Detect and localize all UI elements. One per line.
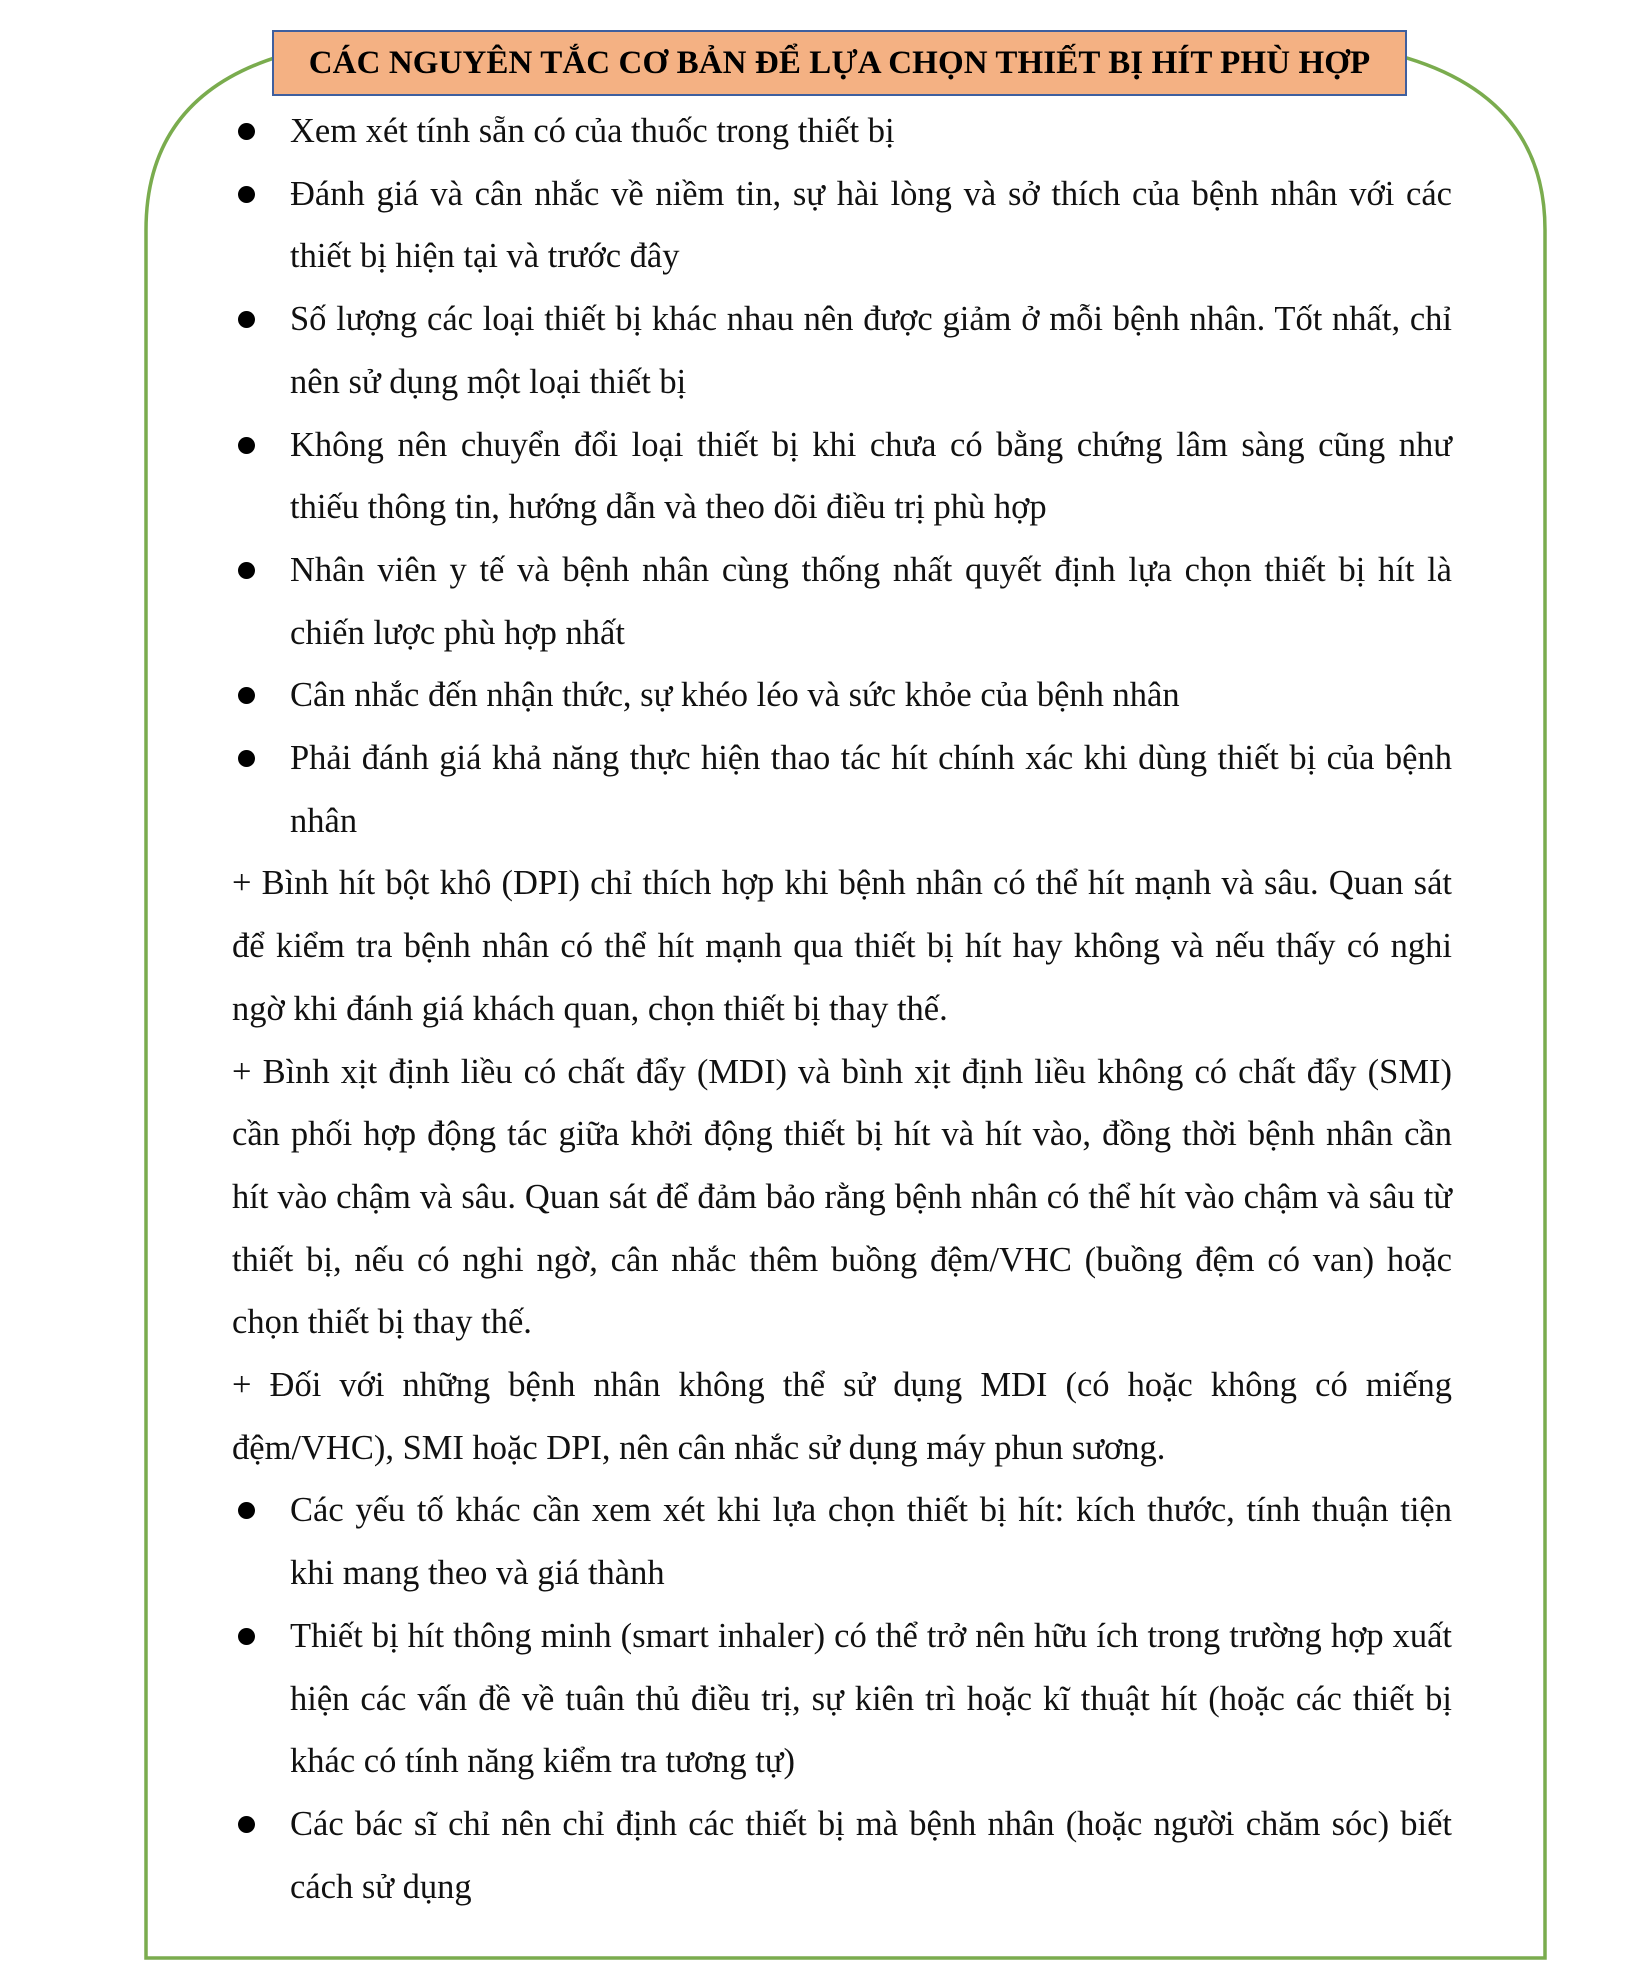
item-text: Các yếu tố khác cần xem xét khi lựa chọn thiết bị hít: kích thước, tính thuận tiện khi mang theo và giá thành <box>290 1491 1452 1593</box>
plus-note <box>232 852 1452 1040</box>
bullet-dot-icon <box>238 1502 255 1519</box>
bullet-dot-icon <box>238 186 255 203</box>
bullet-item <box>232 414 1452 539</box>
item-text: Đánh giá và cân nhắc về niềm tin, sự hài lòng và sở thích của bệnh nhân với các thiết bị hiện tại và trước đây <box>290 174 1452 276</box>
bullet-dot-icon <box>238 311 255 328</box>
bullet-item <box>232 664 1452 727</box>
bullet-dot-icon <box>238 123 255 140</box>
bullet-item <box>232 539 1452 664</box>
guideline-list <box>232 100 1452 1918</box>
bullet-dot-icon <box>238 562 255 579</box>
item-text: + Bình hít bột khô (DPI) chỉ thích hợp khi bệnh nhân có thể hít mạnh và sâu. Quan sát để kiểm tra bệnh nhân có thể hít mạnh qua thiết bị hít hay không và nếu thấy có nghi ngờ khi đánh giá khách quan, chọn thiết bị thay thế. <box>232 864 1452 1028</box>
bullet-dot-icon <box>238 750 255 767</box>
bullet-item <box>232 1605 1452 1793</box>
bullet-item <box>232 1793 1452 1918</box>
item-text: + Bình xịt định liều có chất đẩy (MDI) và bình xịt định liều không có chất đẩy (SMI) cần phối hợp động tác giữa khởi động thiết bị hít và hít vào, đồng thời bệnh nhân cần hít vào chậm và sâu. Quan sát để đảm bảo rằng bệnh nhân có thể hít vào chậm và sâu từ thiết bị, nếu có nghi ngờ, cân nhắc thêm buồng đệm/VHC (buồng đệm có van) hoặc chọn thiết bị thay thế. <box>232 1052 1452 1342</box>
item-text: + Đối với những bệnh nhân không thể sử dụng MDI (có hoặc không có miếng đệm/VHC), SMI hoặc DPI, nên cân nhắc sử dụng máy phun sương. <box>232 1366 1452 1467</box>
item-text: Phải đánh giá khả năng thực hiện thao tác hít chính xác khi dùng thiết bị của bệnh nhân <box>290 739 1452 840</box>
section-title <box>272 30 1407 96</box>
bullet-dot-icon <box>238 437 255 454</box>
item-text: Các bác sĩ chỉ nên chỉ định các thiết bị mà bệnh nhân (hoặc người chăm sóc) biết cách sử dụng <box>290 1804 1452 1906</box>
bullet-item <box>232 100 1452 163</box>
bullet-dot-icon <box>238 1628 255 1645</box>
bullet-dot-icon <box>238 1816 255 1833</box>
bullet-item <box>232 1479 1452 1604</box>
plus-note <box>232 1354 1452 1479</box>
item-text: Xem xét tính sẵn có của thuốc trong thiết bị <box>290 112 895 150</box>
bullet-item <box>232 727 1452 852</box>
section-title-text: CÁC NGUYÊN TẮC CƠ BẢN ĐỂ LỰA CHỌN THIẾT BỊ HÍT PHÙ HỢP <box>308 44 1371 81</box>
bullet-item <box>232 163 1452 288</box>
item-text: Cân nhắc đến nhận thức, sự khéo léo và sức khỏe của bệnh nhân <box>290 676 1180 715</box>
item-text: Thiết bị hít thông minh (smart inhaler) có thể trở nên hữu ích trong trường hợp xuất hiện các vấn đề về tuân thủ điều trị, sự kiên trì hoặc kĩ thuật hít (hoặc các thiết bị khác có tính năng kiểm tra tương tự) <box>290 1616 1452 1781</box>
item-text: Số lượng các loại thiết bị khác nhau nên được giảm ở mỗi bệnh nhân. Tốt nhất, chỉ nên sử dụng một loại thiết bị <box>290 300 1452 401</box>
item-text: Không nên chuyển đổi loại thiết bị khi chưa có bằng chứng lâm sàng cũng như thiếu thông tin, hướng dẫn và theo dõi điều trị phù hợp <box>290 425 1452 527</box>
item-text: Nhân viên y tế và bệnh nhân cùng thống nhất quyết định lựa chọn thiết bị hít là chiến lược phù hợp nhất <box>290 550 1452 652</box>
plus-note <box>232 1041 1452 1355</box>
bullet-item <box>232 288 1452 413</box>
bullet-dot-icon <box>238 687 255 704</box>
